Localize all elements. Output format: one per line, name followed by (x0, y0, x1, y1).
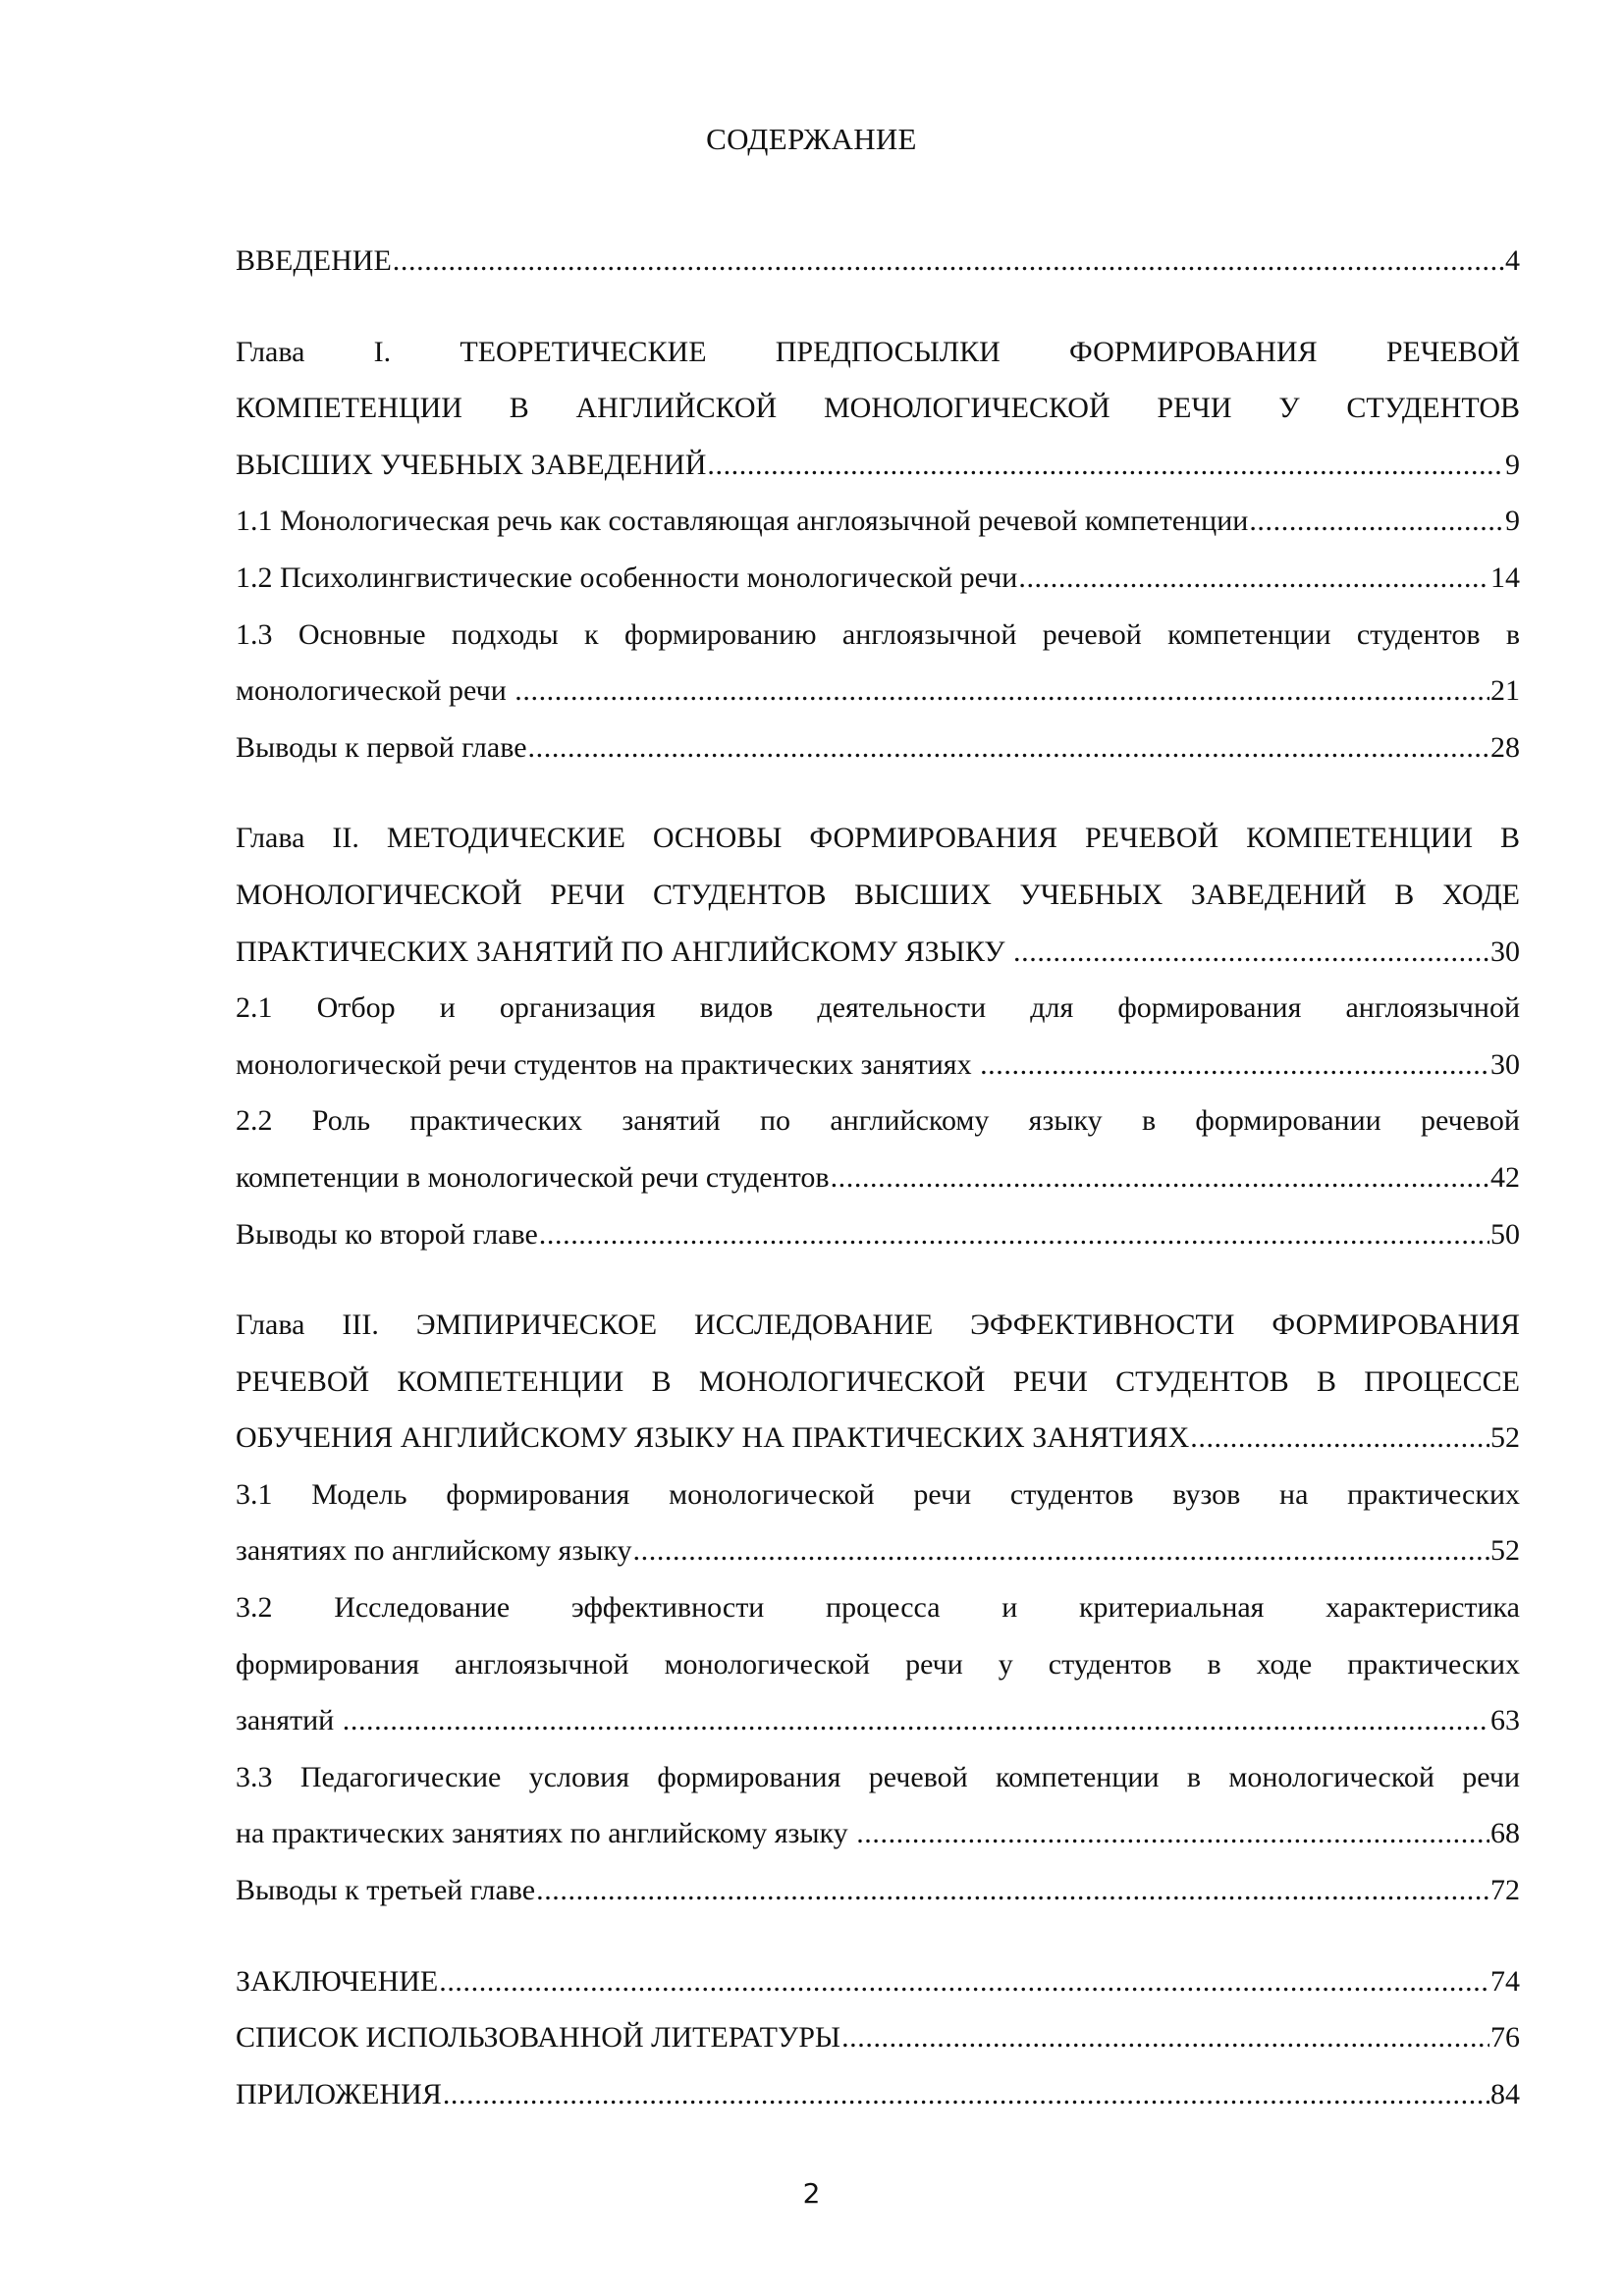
toc-entry (236, 1862, 1520, 1919)
dot-leader (539, 1206, 1489, 1263)
toc-title: СОДЕРЖАНИЕ (706, 122, 917, 156)
dot-leader (393, 233, 1504, 290)
dot-leader (980, 1037, 1489, 1094)
dot-leader (1013, 924, 1489, 981)
toc-entry-last-line (236, 1862, 1520, 1919)
toc-entry-page-number: 68 (1490, 1817, 1520, 1850)
toc-entry-line: Глава II. МЕТОДИЧЕСКИЕ ОСНОВЫ ФОРМИРОВАНИЯ РЕЧЕВОЙ КОМПЕТЕНЦИИ В (236, 822, 1520, 855)
toc-entry-page-number: 14 (1490, 561, 1520, 594)
toc-entry-page-number: 42 (1490, 1160, 1520, 1194)
toc-entry-page-number: 21 (1490, 674, 1520, 708)
toc-entry-page-number: 52 (1490, 1421, 1520, 1455)
toc-entry-last-line (236, 1522, 1520, 1579)
toc-entry-text: занятий (236, 1704, 342, 1737)
toc-entry-text: ПРИЛОЖЕНИЯ (236, 2077, 442, 2110)
dot-leader (1249, 493, 1504, 550)
toc-entry-text: Выводы к первой главе (236, 730, 527, 764)
toc-entry-line: 3.3 Педагогические условия формирования речевой компетенции в монологической речи (236, 1760, 1520, 1793)
toc-entry-text: СПИСОК ИСПОЛЬЗОВАННОЙ ЛИТЕРАТУРЫ (236, 2021, 841, 2055)
toc-entry-last-line (236, 1953, 1520, 2010)
toc-entry (236, 1467, 1520, 1579)
toc-entry-page-number: 76 (1490, 2021, 1520, 2055)
dot-leader (439, 1953, 1489, 2010)
toc-entry-text: Выводы ко второй главе (236, 1217, 538, 1251)
toc-entry-text: 1.2 Психолингвистические особенности монологической речи (236, 561, 1018, 594)
dot-leader (707, 437, 1504, 494)
toc-entry-last-line (236, 233, 1520, 290)
toc-entry-text: занятиях по английскому языку (236, 1534, 632, 1568)
toc-entry-last-line (236, 1410, 1520, 1467)
toc-entry-last-line (236, 1692, 1520, 1749)
toc-entry-line: 1.3 Основные подходы к формированию англоязычной речевой компетенции студентов в (236, 617, 1520, 651)
toc-entry-page-number: 74 (1490, 1964, 1520, 1998)
toc-entry-line: РЕЧЕВОЙ КОМПЕТЕНЦИИ В МОНОЛОГИЧЕСКОЙ РЕЧИ СТУДЕНТОВ В ПРОЦЕССЕ (236, 1364, 1520, 1398)
toc-entry-line: Глава III. ЭМПИРИЧЕСКОЕ ИССЛЕДОВАНИЕ ЭФФЕКТИВНОСТИ ФОРМИРОВАНИЯ (236, 1308, 1520, 1342)
dot-leader (856, 1805, 1489, 1862)
toc-entry-page-number: 30 (1490, 934, 1520, 968)
dot-leader (514, 663, 1489, 720)
toc-entry (236, 2009, 1520, 2066)
toc-entry (236, 1093, 1520, 1205)
toc-entry-page-number: 72 (1490, 1874, 1520, 1907)
toc-entry (236, 1749, 1520, 1862)
page-number: 2 (802, 2177, 821, 2210)
toc-entry (236, 550, 1520, 607)
dot-leader (1190, 1410, 1489, 1467)
toc-entry-last-line (236, 2009, 1520, 2066)
toc-entry (236, 2066, 1520, 2123)
toc-entry-text: ПРАКТИЧЕСКИХ ЗАНЯТИЙ ПО АНГЛИЙСКОМУ ЯЗЫКУ (236, 934, 1013, 968)
toc-entry-text: на практических занятиях по английскому языку (236, 1817, 856, 1850)
toc-entry (236, 1206, 1520, 1263)
toc-entry (236, 1953, 1520, 2010)
toc-entry-text: монологической речи (236, 674, 514, 708)
toc-entry-text: монологической речи студентов на практических занятиях (236, 1047, 980, 1081)
dot-leader (343, 1692, 1489, 1749)
toc-entry-last-line (236, 720, 1520, 776)
toc-entry-page-number: 4 (1505, 244, 1520, 277)
toc-entry-line: МОНОЛОГИЧЕСКОЙ РЕЧИ СТУДЕНТОВ ВЫСШИХ УЧЕБНЫХ ЗАВЕДЕНИЙ В ХОДЕ (236, 878, 1520, 911)
toc-entry-page-number: 84 (1490, 2077, 1520, 2110)
toc-entry-text: ЗАКЛЮЧЕНИЕ (236, 1964, 439, 1998)
dot-leader (831, 1149, 1489, 1206)
toc-entry-last-line (236, 924, 1520, 981)
toc-entry-line: КОМПЕТЕНЦИИ В АНГЛИЙСКОЙ МОНОЛОГИЧЕСКОЙ РЕЧИ У СТУДЕНТОВ (236, 392, 1520, 425)
toc-entry-line: Глава I. ТЕОРЕТИЧЕСКИЕ ПРЕДПОСЫЛКИ ФОРМИРОВАНИЯ РЕЧЕВОЙ (236, 335, 1520, 368)
toc-entry (236, 493, 1520, 550)
dot-leader (633, 1522, 1489, 1579)
toc-entry (236, 1579, 1520, 1749)
toc-entry-text: ОБУЧЕНИЯ АНГЛИЙСКОМУ ЯЗЫКУ НА ПРАКТИЧЕСКИХ ЗАНЯТИЯХ (236, 1421, 1190, 1455)
dot-leader (443, 2066, 1489, 2123)
toc-entry-page-number: 52 (1490, 1534, 1520, 1568)
toc-entry (236, 720, 1520, 776)
toc-entry-text: ВВЕДЕНИЕ (236, 244, 392, 277)
dot-leader (841, 2009, 1489, 2066)
toc-entry-line: 2.1 Отбор и организация видов деятельности для формирования англоязычной (236, 991, 1520, 1025)
toc-entry-text: Выводы к третьей главе (236, 1874, 536, 1907)
toc-entry-text: компетенции в монологической речи студентов (236, 1160, 830, 1194)
toc-entry-last-line (236, 2066, 1520, 2123)
toc-entry (236, 233, 1520, 290)
toc-entry-page-number: 50 (1490, 1217, 1520, 1251)
toc-entry (236, 980, 1520, 1093)
dot-leader (528, 720, 1489, 776)
table-of-contents (236, 233, 1520, 2122)
toc-entry-page-number: 30 (1490, 1047, 1520, 1081)
toc-entry-last-line (236, 1805, 1520, 1862)
toc-entry-line: формирования англоязычной монологической речи у студентов в ходе практических (236, 1647, 1520, 1681)
toc-entry (236, 1297, 1520, 1467)
toc-entry (236, 324, 1520, 494)
toc-entry-last-line (236, 1037, 1520, 1094)
toc-entry (236, 607, 1520, 720)
toc-entry-line: 3.1 Модель формирования монологической речи студентов вузов на практических (236, 1477, 1520, 1511)
dot-leader (536, 1862, 1489, 1919)
toc-entry-line: 3.2 Исследование эффективности процесса и критериальная характеристика (236, 1591, 1520, 1625)
toc-entry (236, 810, 1520, 980)
toc-entry-page-number: 9 (1505, 505, 1520, 538)
toc-entry-page-number: 28 (1490, 730, 1520, 764)
toc-entry-last-line (236, 550, 1520, 607)
toc-entry-last-line (236, 437, 1520, 494)
toc-entry-last-line (236, 1206, 1520, 1263)
toc-entry-last-line (236, 493, 1520, 550)
toc-entry-last-line (236, 663, 1520, 720)
toc-entry-text: ВЫСШИХ УЧЕБНЫХ ЗАВЕДЕНИЙ (236, 448, 707, 481)
toc-entry-page-number: 9 (1505, 448, 1520, 481)
dot-leader (1018, 550, 1489, 607)
toc-entry-page-number: 63 (1490, 1704, 1520, 1737)
toc-entry-line: 2.2 Роль практических занятий по английскому языку в формировании речевой (236, 1104, 1520, 1138)
toc-entry-last-line (236, 1149, 1520, 1206)
toc-entry-text: 1.1 Монологическая речь как составляющая англоязычной речевой компетенции (236, 505, 1249, 538)
